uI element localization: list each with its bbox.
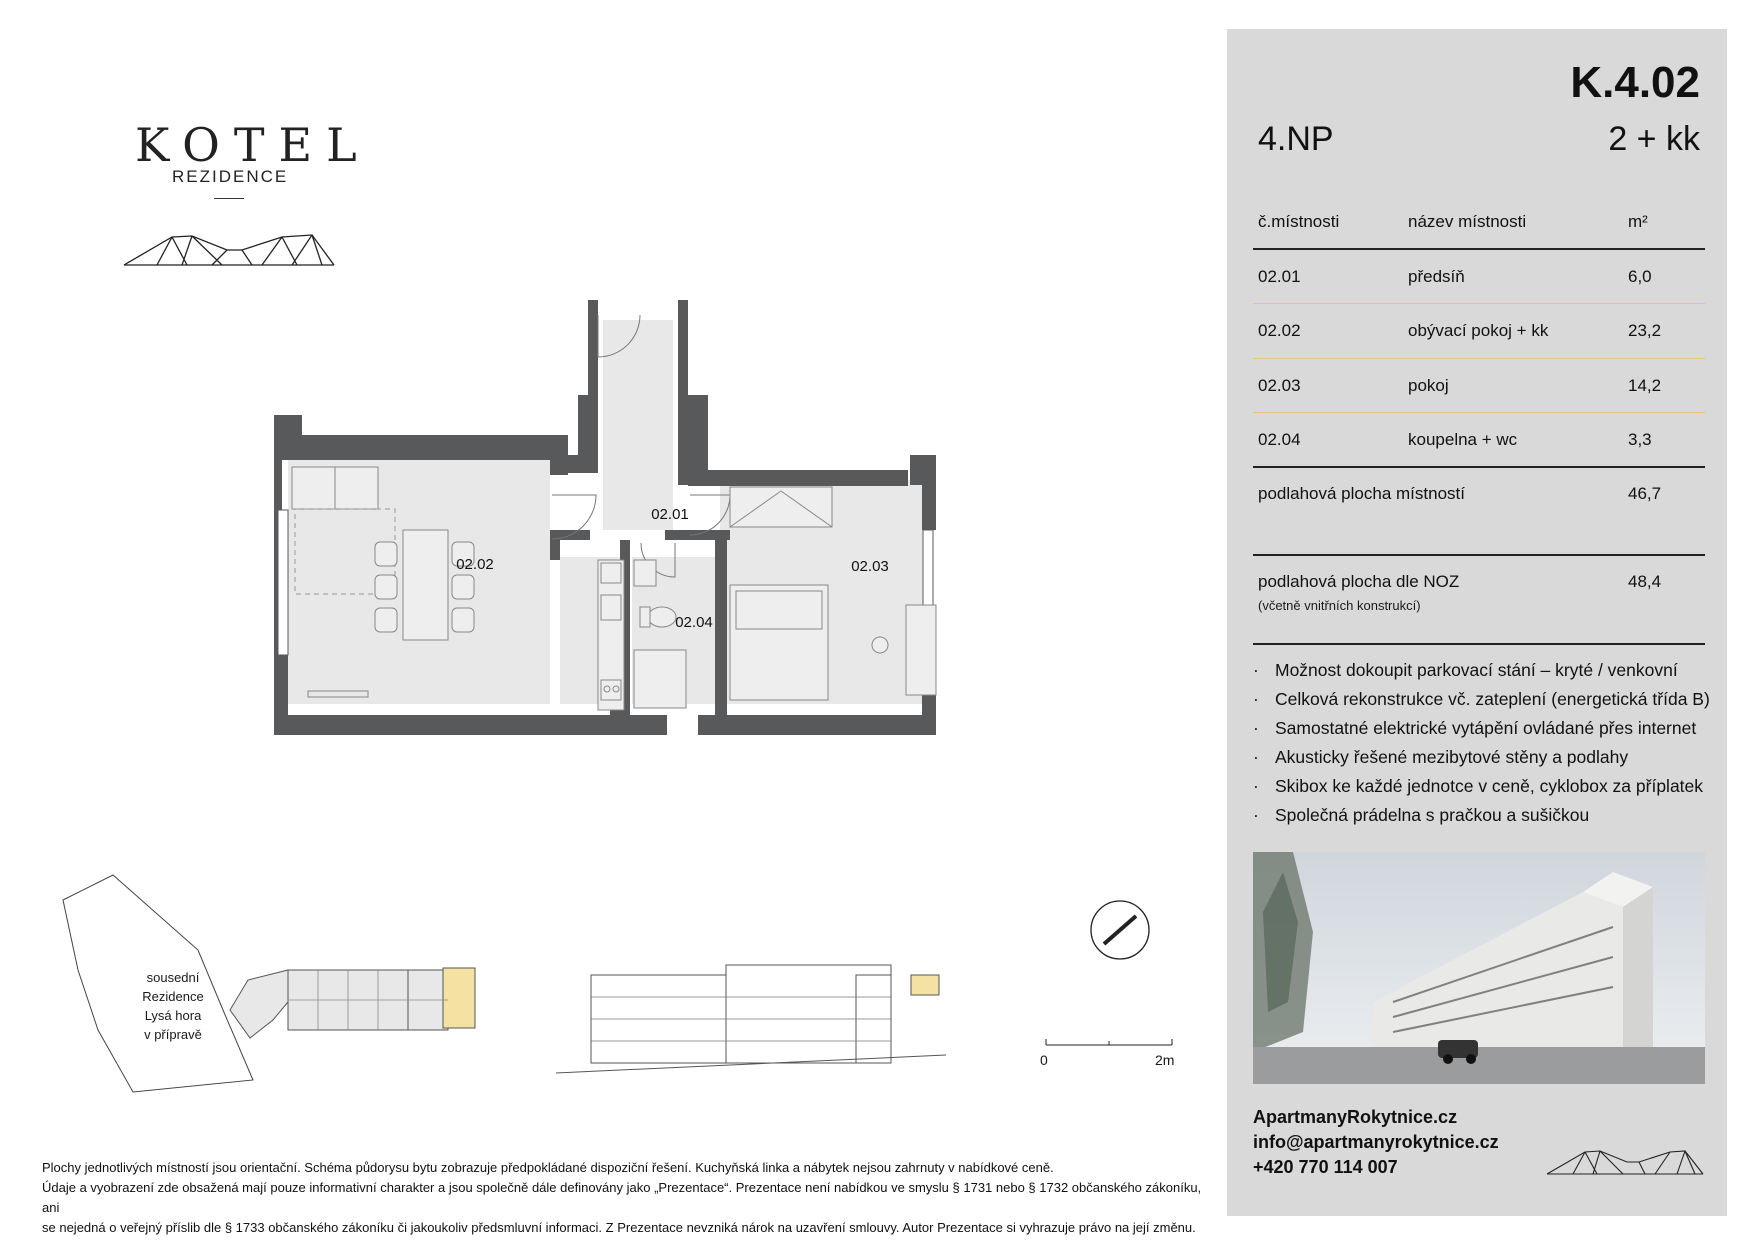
brand-divider [214,198,244,199]
phone-link[interactable]: +420 770 114 007 [1253,1157,1398,1177]
noz-value: 48,4 [1628,572,1662,591]
row-number: 02.04 [1258,430,1301,449]
email-link[interactable]: info@apartmanyrokytnice.cz [1253,1132,1499,1152]
plan-label-02-01: 02.01 [651,506,689,523]
scale-end: 2m [1155,1052,1175,1068]
elevation-unit-highlight [911,975,939,995]
row-area: 6,0 [1628,267,1652,286]
unit-type: 2 + kk [1608,120,1700,158]
row-divider [1253,412,1705,413]
list-item: · Možnost dokoupit parkovací stání – kryté / venkovní [1253,660,1678,680]
plan-label-02-04: 02.04 [675,614,713,631]
table-divider [1253,554,1705,556]
room-02-01-floor [603,320,673,530]
scale-bar [1044,1035,1176,1049]
table-divider [1253,466,1705,468]
list-item: · Skibox ke každé jednotce v ceně, cyklobox za příplatek [1253,776,1704,796]
site-plan [58,870,488,1095]
site-neighbor-line1: sousední [146,970,200,985]
total-label: podlahová plocha místností [1258,484,1465,503]
list-item: · Společná prádelna s pračkou a sušičkou [1253,805,1590,825]
disclaimer-line: Plochy jednotlivých místností jsou orientační. Schéma půdorysu bytu zobrazuje předpokládané dispoziční řešení. Kuchyňská linka a nábytek nejsou zahrnuty v nabídkové ceně. [42,1160,1054,1175]
row-name: předsíň [1408,267,1465,286]
disclaimer [42,1158,1202,1238]
row-number: 02.02 [1258,321,1301,340]
row-area: 23,2 [1628,321,1662,340]
header-room-number: č.místnosti [1258,212,1340,231]
row-area: 14,2 [1628,376,1662,395]
site-unit-highlight [443,968,475,1028]
row-number: 02.01 [1258,267,1301,286]
row-name: pokoj [1408,376,1449,395]
mountain-logo-icon [122,232,337,268]
site-neighbor-line4: v přípravě [144,1027,202,1042]
row-area: 3,3 [1628,430,1652,449]
row-name: koupelna + wc [1408,430,1518,449]
header-room-name: název místnosti [1408,212,1527,231]
sofa [292,467,378,509]
brand-logo-title: KOTEL [135,118,371,172]
header-area: m² [1628,212,1648,231]
mountain-logo-icon [1545,1148,1705,1176]
disclaimer-line: Údaje a vyobrazení zde obsažená mají pouze informativní charakter a jsou společně dále definovány jako „Prezentace“. Prezentace není nabídkou ve smyslu § 1731 nebo § 1732 občanského zákoníku, ani [42,1180,1202,1215]
noz-note: (včetně vnitřních konstrukcí) [1258,598,1421,613]
dining-set [375,530,474,640]
disclaimer-line: se nejedná o veřejný příslib dle § 1733 občanského zákoníku či jakoukoliv předsmluvní informaci. Z Prezentace nevzniká nárok na uzavření smlouvy. Autor Prezentace si vyhrazuje právo na její změnu. [42,1220,1196,1235]
north-arrow-icon [1088,898,1152,962]
list-item: · Celková rekonstrukce vč. zateplení (energetická třída B) [1253,689,1710,709]
noz-label: podlahová plocha dle NOZ [1258,572,1460,591]
total-value: 46,7 [1628,484,1662,503]
unit-code: K.4.02 [1570,58,1700,107]
row-number: 02.03 [1258,376,1301,395]
kitchen-unit [598,560,624,710]
list-item: · Akusticky řešené mezibytové stěny a podlahy [1253,747,1629,767]
row-divider [1253,358,1705,359]
row-divider [1253,303,1705,304]
table-divider [1253,643,1705,645]
site-neighbor-line2: Rezidence [142,989,204,1004]
website-link[interactable]: ApartmanyRokytnice.cz [1253,1107,1458,1127]
brand-logo-subtitle: REZIDENCE [172,167,289,186]
table-divider [1253,248,1705,250]
list-item: · Samostatné elektrické vytápění ovládané přes internet [1253,718,1697,738]
plan-label-02-03: 02.03 [851,558,889,575]
floor-plan [270,295,970,755]
elevation-drawing [556,955,946,1085]
feature-list [1253,660,1713,834]
plan-label-02-02: 02.02 [456,556,494,573]
unit-floor: 4.NP [1258,120,1334,158]
row-name: obývací pokoj + kk [1408,321,1549,340]
building-render-image [1253,852,1705,1084]
site-neighbor-line3: Lysá hora [144,1008,202,1023]
scale-start: 0 [1040,1052,1048,1068]
